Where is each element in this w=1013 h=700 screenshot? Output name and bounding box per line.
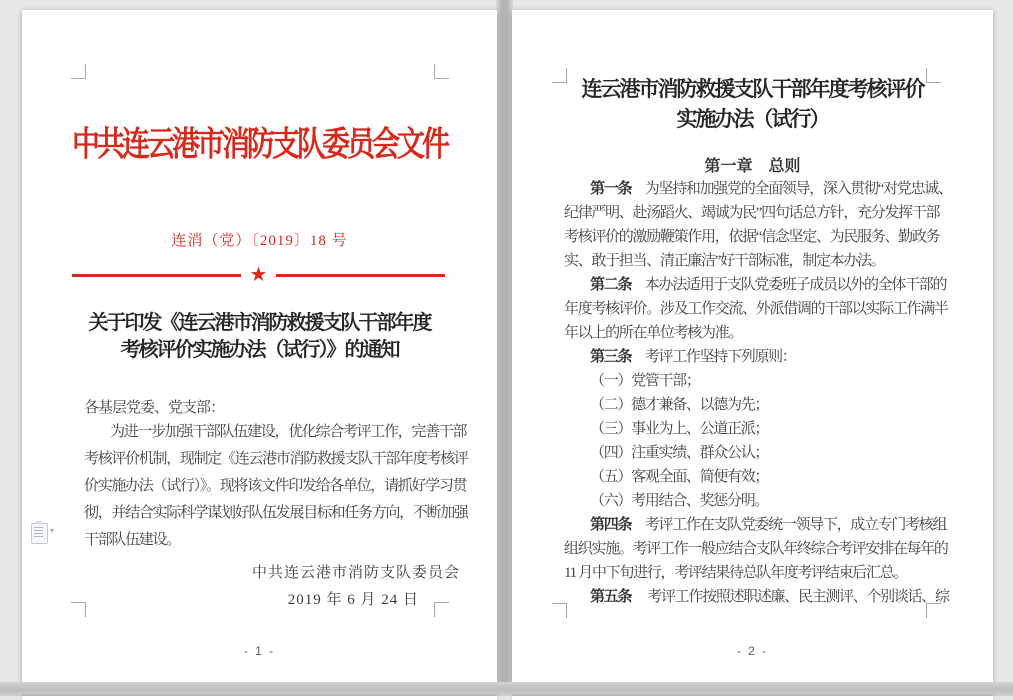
- text-line: 纪律严明、赴汤蹈火、竭诚为民”四句话总方针，充分发挥干部: [564, 205, 940, 221]
- page-number-1: - 1 -: [243, 644, 276, 658]
- measures-title: [512, 74, 993, 134]
- salutation: 各基层党委、党支部：: [84, 400, 225, 416]
- rule-segment: [72, 274, 241, 277]
- next-page-edge-left: [22, 696, 497, 700]
- red-star-icon: ★: [249, 264, 268, 286]
- document-header-title: 中共连云港市消防支队委员会文件: [71, 126, 447, 164]
- text-line: 实、敢于担当、清正廉洁”好干部标准，制定本办法。: [564, 253, 885, 269]
- dropdown-arrow-icon: ▾: [50, 526, 55, 535]
- text-line: （六）考用结合、奖惩分明。: [590, 493, 769, 509]
- text-line: 第二条 本办法适用于支队党委班子成员以外的全体干部的: [590, 276, 947, 293]
- page-gap-divider: [496, 0, 513, 682]
- text-line: （二）德才兼备、以德为先；: [590, 397, 769, 413]
- text-line: 关于印发《连云港市消防救援支队干部年度: [88, 312, 431, 334]
- margin-corner-mark: [434, 64, 449, 79]
- text-line: 连云港市消防救援支队干部年度考核评价: [581, 77, 924, 101]
- margin-corner-mark: [71, 602, 86, 617]
- notice-body: [84, 419, 468, 554]
- document-number: 连消（党）〔2019〕18 号: [171, 233, 348, 249]
- margin-corner-mark: [71, 64, 86, 79]
- text-line: 11 月中下旬进行，考评结果待总队年度考评结束后汇总。: [564, 565, 908, 581]
- text-line: 年以上的所在单位考核为准。: [564, 325, 743, 341]
- article-2: [564, 273, 948, 345]
- article-3-principles-list: [564, 369, 943, 513]
- text-line: 价实施办法（试行）》。现将该文件印发给各单位，请抓好学习贯: [84, 478, 467, 494]
- text-line: 干部队伍建设。: [84, 532, 180, 548]
- text-line: 第三条 考评工作坚持下列原则：: [590, 348, 796, 365]
- text-line: 第五条 考评工作按照述职述廉、民主测评、个别谈话、综: [590, 588, 949, 605]
- text-line: （四）注重实绩、群众公认；: [590, 445, 769, 461]
- text-line: 第一条 为坚持和加强党的全面领导，深入贯彻“对党忠诚、: [590, 180, 952, 197]
- text-line: 第四条 考评工作在支队党委统一领导下，成立专门考核组: [590, 516, 947, 533]
- text-line: 考核评价实施办法（试行）》的通知: [120, 339, 399, 361]
- issuing-authority: 中共连云港市消防支队委员会: [251, 565, 460, 581]
- text-line: （五）客观全面、简便有效；: [590, 469, 769, 485]
- margin-corner-mark: [434, 602, 449, 617]
- article-4: [564, 513, 948, 585]
- text-line: （一）党管干部；: [590, 373, 700, 389]
- page-number-2: - 2 -: [736, 644, 769, 658]
- text-line: 考核评价的激励鞭策作用，依据“信念坚定、为民服务、勤政务: [564, 229, 940, 245]
- text-line: 年度考核评价。涉及工作交流、外派借调的干部以实际工作满半: [564, 301, 948, 317]
- text-line: 实施办法（试行）: [676, 107, 829, 131]
- text-line: （三）事业为上、公道正派；: [590, 421, 769, 437]
- notice-title: [22, 310, 497, 364]
- article-3: [564, 345, 943, 369]
- rule-segment: [276, 274, 445, 277]
- text-line: 为进一步加强干部队伍建设，优化综合考评工作，完善干部: [110, 424, 467, 440]
- document-page-1[interactable]: [22, 10, 497, 682]
- text-line: 组织实施。考评工作一般应结合支队年终综合考评安排在每年的: [564, 541, 948, 557]
- page-gap-horizontal: [0, 682, 1013, 696]
- red-separator-rule: [72, 264, 445, 286]
- text-line: 考核评价机制，现制定《连云港市消防救援支队干部年度考核评: [84, 451, 468, 467]
- article-1: [564, 177, 952, 273]
- issue-date: 2019 年 6 月 24 日: [287, 592, 419, 608]
- paste-options-button[interactable]: [31, 523, 61, 547]
- document-page-2[interactable]: [512, 10, 993, 682]
- measures-body: [564, 177, 952, 609]
- next-page-edge-right: [512, 696, 993, 700]
- text-line: 彻，并结合实际科学谋划好队伍发展目标和任务方向，不断加强: [84, 505, 468, 521]
- clipboard-icon: [31, 523, 48, 544]
- chapter-heading: 第一章 总则: [704, 158, 801, 175]
- article-5: [564, 585, 949, 609]
